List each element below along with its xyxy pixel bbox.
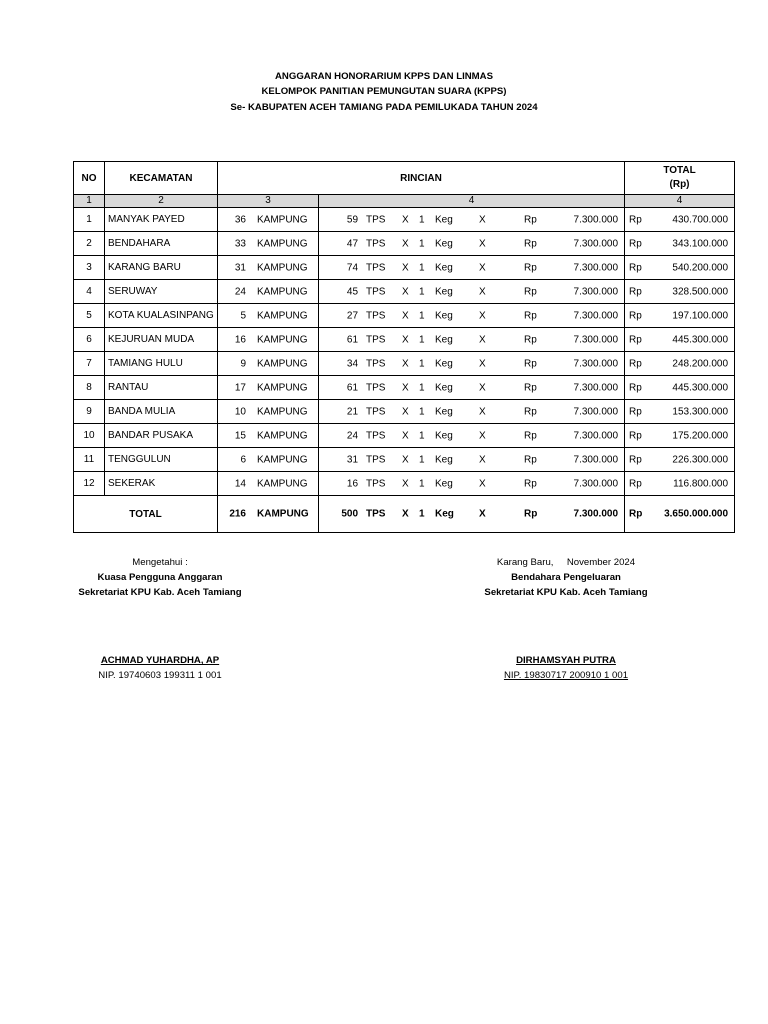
currency-label: Rp [629, 382, 642, 393]
activity-count: 1 [419, 334, 425, 345]
tps-unit: TPS [366, 310, 386, 321]
multiply-sign: X [402, 358, 409, 369]
total-cell [625, 376, 735, 400]
row-number: 2 [74, 232, 105, 256]
row-number: 10 [74, 424, 105, 448]
table-total-row [74, 496, 735, 533]
rincian-tps-cell [319, 424, 625, 448]
right-signer-nip: NIP. 19830717 200910 1 001 [503, 670, 629, 681]
multiply-sign: X [479, 262, 486, 273]
activity-count: 1 [419, 454, 425, 465]
multiply-sign: X [402, 430, 409, 441]
currency-label: Rp [629, 454, 642, 465]
unit-rate: 7.300.000 [573, 334, 619, 345]
tps-count: 61 [346, 334, 359, 345]
tps-unit: TPS [366, 262, 386, 273]
multiply-sign: X [402, 454, 409, 465]
kampung-unit: KAMPUNG [257, 334, 308, 345]
table-row [74, 448, 735, 472]
tps-count: 21 [346, 406, 359, 417]
tps-count: 500 [341, 508, 359, 520]
kampung-count: 17 [234, 382, 246, 393]
rincian-kampung-cell [218, 280, 319, 304]
activity-count: 1 [419, 430, 425, 441]
table-row [74, 304, 735, 328]
rincian-kampung-cell [218, 208, 319, 232]
rincian-kampung-cell [218, 448, 319, 472]
table-row [74, 208, 735, 232]
rincian-tps-cell [319, 304, 625, 328]
unit-rate: 7.300.000 [573, 406, 619, 417]
kampung-unit: KAMPUNG [257, 286, 308, 297]
multiply-sign: X [402, 406, 409, 417]
unit-rate: 7.300.000 [573, 262, 619, 273]
tps-count: 74 [346, 262, 359, 273]
unit-rate: 7.300.000 [573, 286, 619, 297]
kecamatan-name: BANDA MULIA [105, 400, 218, 424]
multiply-sign: X [479, 358, 486, 369]
kecamatan-name: MANYAK PAYED [105, 208, 218, 232]
document-title-line-1: ANGGARAN HONORARIUM KPPS DAN LINMAS [275, 71, 493, 82]
right-position: Bendahara Pengeluaran [511, 572, 621, 583]
multiply-sign: X [479, 454, 486, 465]
rincian-tps-cell [319, 232, 625, 256]
place-date [466, 555, 666, 570]
total-cell [625, 496, 735, 533]
table-row [74, 328, 735, 352]
kampung-count: 15 [234, 430, 246, 441]
currency-label: Rp [524, 334, 537, 345]
total-amount: 175.200.000 [672, 430, 729, 441]
multiply-sign: X [402, 310, 409, 321]
unit-rate: 7.300.000 [573, 358, 619, 369]
index-cell: 1 [74, 195, 105, 208]
total-amount: 248.200.000 [672, 358, 729, 369]
currency-label: Rp [629, 358, 642, 369]
table-row [74, 280, 735, 304]
activity-unit: Keg [435, 310, 453, 321]
activity-unit: Keg [435, 508, 454, 520]
kampung-unit: KAMPUNG [257, 310, 308, 321]
rincian-tps-cell [319, 400, 625, 424]
currency-label: Rp [524, 454, 537, 465]
total-amount: 197.100.000 [672, 310, 729, 321]
activity-count: 1 [419, 358, 425, 369]
table-row [74, 256, 735, 280]
row-number: 3 [74, 256, 105, 280]
tps-unit: TPS [366, 382, 386, 393]
left-position: Kuasa Pengguna Anggaran [97, 572, 223, 583]
kampung-count: 9 [240, 358, 246, 369]
activity-count: 1 [419, 478, 425, 489]
multiply-sign: X [479, 430, 486, 441]
kampung-unit: KAMPUNG [257, 430, 308, 441]
kampung-count: 6 [240, 454, 246, 465]
kecamatan-name: SERUWAY [105, 280, 218, 304]
acknowledged-label: Mengetahui : [132, 557, 188, 568]
activity-count: 1 [419, 382, 425, 393]
total-cell [625, 328, 735, 352]
left-signer-nip: NIP. 19740603 199311 1 001 [98, 670, 222, 681]
multiply-sign: X [402, 508, 409, 520]
activity-count: 1 [419, 238, 425, 249]
kecamatan-name: SEKERAK [105, 472, 218, 496]
currency-label: Rp [524, 406, 537, 417]
currency-label: Rp [629, 262, 642, 273]
right-signer-name: DIRHAMSYAH PUTRA [516, 655, 616, 666]
rincian-kampung-cell [218, 256, 319, 280]
row-number: 7 [74, 352, 105, 376]
rincian-kampung-cell [218, 352, 319, 376]
kampung-unit: KAMPUNG [257, 406, 308, 417]
kampung-count: 36 [234, 214, 246, 225]
tps-unit: TPS [366, 430, 386, 441]
row-number: 11 [74, 448, 105, 472]
kampung-count: 16 [234, 334, 246, 345]
activity-unit: Keg [435, 286, 453, 297]
table-row [74, 400, 735, 424]
table-row [74, 232, 735, 256]
index-cell: 4 [625, 195, 735, 208]
kampung-count: 216 [229, 508, 246, 520]
currency-label: Rp [524, 262, 537, 273]
rincian-tps-cell [319, 352, 625, 376]
signing-date: November 2024 [566, 557, 636, 568]
unit-rate: 7.300.000 [573, 478, 619, 489]
activity-count: 1 [419, 508, 425, 520]
activity-unit: Keg [435, 430, 453, 441]
total-cell [625, 352, 735, 376]
activity-unit: Keg [435, 382, 453, 393]
multiply-sign: X [402, 478, 409, 489]
multiply-sign: X [402, 238, 409, 249]
multiply-sign: X [479, 310, 486, 321]
currency-label: Rp [629, 238, 642, 249]
table-row [74, 424, 735, 448]
row-number: 9 [74, 400, 105, 424]
rincian-kampung-cell [218, 232, 319, 256]
total-amount: 445.300.000 [672, 382, 729, 393]
tps-unit: TPS [366, 214, 386, 225]
rincian-tps-cell [319, 256, 625, 280]
total-amount: 343.100.000 [672, 238, 729, 249]
tps-unit: TPS [366, 406, 386, 417]
rincian-kampung-cell [218, 424, 319, 448]
total-amount: 328.500.000 [672, 286, 729, 297]
currency-label: Rp [524, 286, 537, 297]
rincian-tps-cell [319, 472, 625, 496]
document-title-line-2: KELOMPOK PANITIAN PEMUNGUTAN SUARA (KPPS) [261, 86, 507, 97]
row-number: 5 [74, 304, 105, 328]
kecamatan-name: TAMIANG HULU [105, 352, 218, 376]
total-cell [625, 472, 735, 496]
multiply-sign: X [402, 262, 409, 273]
unit-rate: 7.300.000 [573, 310, 619, 321]
total-cell [625, 424, 735, 448]
tps-count: 45 [346, 286, 359, 297]
total-cell [625, 208, 735, 232]
currency-label: Rp [629, 334, 642, 345]
total-amount: 116.800.000 [673, 478, 729, 489]
total-amount: 430.700.000 [672, 214, 729, 225]
currency-label: Rp [524, 310, 537, 321]
activity-unit: Keg [435, 406, 453, 417]
row-number: 1 [74, 208, 105, 232]
tps-unit: TPS [366, 286, 386, 297]
header-total-label: TOTAL [663, 165, 696, 176]
kampung-count: 14 [234, 478, 246, 489]
kampung-unit: KAMPUNG [257, 262, 308, 273]
table-row [74, 472, 735, 496]
unit-rate: 7.300.000 [573, 382, 619, 393]
column-index-row [74, 195, 735, 208]
kecamatan-name: KARANG BARU [105, 256, 218, 280]
multiply-sign: X [479, 508, 486, 520]
tps-count: 61 [346, 382, 359, 393]
multiply-sign: X [402, 286, 409, 297]
kecamatan-name: RANTAU [105, 376, 218, 400]
kecamatan-name: KOTA KUALASINPANG [105, 304, 218, 328]
left-signer-name: ACHMAD YUHARDHA, AP [100, 655, 220, 666]
tps-count: 16 [346, 478, 359, 489]
header-kecamatan: KECAMATAN [105, 162, 218, 195]
activity-unit: Keg [435, 214, 453, 225]
total-amount: 540.200.000 [672, 262, 729, 273]
activity-unit: Keg [435, 334, 453, 345]
row-number: 8 [74, 376, 105, 400]
index-cell: 2 [105, 195, 218, 208]
total-cell [625, 232, 735, 256]
tps-count: 27 [346, 310, 359, 321]
unit-rate: 7.300.000 [573, 508, 619, 520]
unit-rate: 7.300.000 [573, 454, 619, 465]
kecamatan-name: KEJURUAN MUDA [105, 328, 218, 352]
multiply-sign: X [479, 214, 486, 225]
table-row [74, 376, 735, 400]
currency-label: Rp [524, 238, 537, 249]
multiply-sign: X [479, 382, 486, 393]
currency-label: Rp [629, 406, 642, 417]
tps-count: 24 [346, 430, 359, 441]
multiply-sign: X [479, 406, 486, 417]
header-total [625, 162, 735, 195]
tps-unit: TPS [366, 478, 386, 489]
tps-count: 47 [346, 238, 359, 249]
kecamatan-name: TENGGULUN [105, 448, 218, 472]
total-cell [625, 280, 735, 304]
kampung-count: 5 [240, 310, 246, 321]
tps-unit: TPS [366, 238, 386, 249]
rincian-tps-cell [319, 496, 625, 533]
tps-unit: TPS [366, 358, 386, 369]
activity-unit: Keg [435, 454, 453, 465]
currency-label: Rp [629, 286, 642, 297]
currency-label: Rp [524, 382, 537, 393]
kampung-unit: KAMPUNG [257, 478, 308, 489]
total-amount: 445.300.000 [672, 334, 729, 345]
tps-unit: TPS [366, 334, 386, 345]
rincian-tps-cell [319, 280, 625, 304]
kampung-unit: KAMPUNG [257, 214, 308, 225]
kampung-unit: KAMPUNG [257, 382, 308, 393]
multiply-sign: X [479, 478, 486, 489]
currency-label: Rp [524, 430, 537, 441]
right-office: Sekretariat KPU Kab. Aceh Tamiang [484, 587, 648, 598]
header-no: NO [74, 162, 105, 195]
kampung-count: 10 [234, 406, 246, 417]
rincian-tps-cell [319, 448, 625, 472]
activity-unit: Keg [435, 358, 453, 369]
total-amount: 153.300.000 [672, 406, 729, 417]
row-number: 4 [74, 280, 105, 304]
kampung-count: 33 [234, 238, 246, 249]
kampung-count: 24 [234, 286, 246, 297]
currency-label: Rp [629, 430, 642, 441]
activity-count: 1 [419, 286, 425, 297]
currency-label: Rp [524, 214, 537, 225]
left-office: Sekretariat KPU Kab. Aceh Tamiang [78, 587, 242, 598]
rincian-kampung-cell [218, 400, 319, 424]
kampung-unit: KAMPUNG [257, 238, 308, 249]
header-total-unit: (Rp) [669, 179, 690, 190]
rincian-kampung-cell [218, 304, 319, 328]
total-amount: 3.650.000.000 [664, 508, 729, 520]
currency-label: Rp [629, 508, 643, 520]
row-number: 6 [74, 328, 105, 352]
currency-label: Rp [524, 478, 537, 489]
signing-place: Karang Baru, [496, 557, 554, 568]
currency-label: Rp [629, 478, 642, 489]
activity-unit: Keg [435, 262, 453, 273]
tps-unit: TPS [366, 508, 386, 520]
kampung-unit: KAMPUNG [257, 358, 308, 369]
tps-count: 31 [346, 454, 359, 465]
activity-count: 1 [419, 406, 425, 417]
multiply-sign: X [479, 286, 486, 297]
rincian-tps-cell [319, 208, 625, 232]
index-cell: 3 [218, 195, 319, 208]
left-signature-block [60, 555, 260, 683]
unit-rate: 7.300.000 [573, 238, 619, 249]
kampung-count: 31 [234, 262, 246, 273]
total-cell [625, 304, 735, 328]
budget-table [73, 161, 735, 533]
rincian-tps-cell [319, 328, 625, 352]
currency-label: Rp [524, 358, 537, 369]
unit-rate: 7.300.000 [573, 430, 619, 441]
tps-unit: TPS [366, 454, 386, 465]
total-amount: 226.300.000 [672, 454, 729, 465]
right-signature-block [466, 555, 666, 683]
activity-unit: Keg [435, 238, 453, 249]
multiply-sign: X [402, 334, 409, 345]
rincian-kampung-cell [218, 472, 319, 496]
unit-rate: 7.300.000 [573, 214, 619, 225]
activity-count: 1 [419, 262, 425, 273]
header-rincian: RINCIAN [218, 162, 625, 195]
document-title-line-3: Se- KABUPATEN ACEH TAMIANG PADA PEMILUKADA TAHUN 2024 [230, 102, 538, 113]
kecamatan-name: BENDAHARA [105, 232, 218, 256]
rincian-tps-cell [319, 376, 625, 400]
kecamatan-name: BANDAR PUSAKA [105, 424, 218, 448]
total-cell [625, 256, 735, 280]
table-header-row [74, 162, 735, 195]
rincian-kampung-cell [218, 328, 319, 352]
tps-count: 59 [346, 214, 359, 225]
table-row [74, 352, 735, 376]
currency-label: Rp [524, 508, 538, 520]
activity-unit: Keg [435, 478, 453, 489]
kampung-unit: KAMPUNG [257, 508, 309, 520]
currency-label: Rp [629, 310, 642, 321]
multiply-sign: X [479, 238, 486, 249]
multiply-sign: X [402, 214, 409, 225]
row-number: 12 [74, 472, 105, 496]
multiply-sign: X [402, 382, 409, 393]
index-cell: 4 [319, 195, 625, 208]
tps-count: 34 [346, 358, 359, 369]
total-label: TOTAL [74, 496, 218, 533]
rincian-kampung-cell [218, 376, 319, 400]
activity-count: 1 [419, 214, 425, 225]
kampung-unit: KAMPUNG [257, 454, 308, 465]
total-cell [625, 448, 735, 472]
activity-count: 1 [419, 310, 425, 321]
multiply-sign: X [479, 334, 486, 345]
rincian-kampung-cell [218, 496, 319, 533]
currency-label: Rp [629, 214, 642, 225]
total-cell [625, 400, 735, 424]
